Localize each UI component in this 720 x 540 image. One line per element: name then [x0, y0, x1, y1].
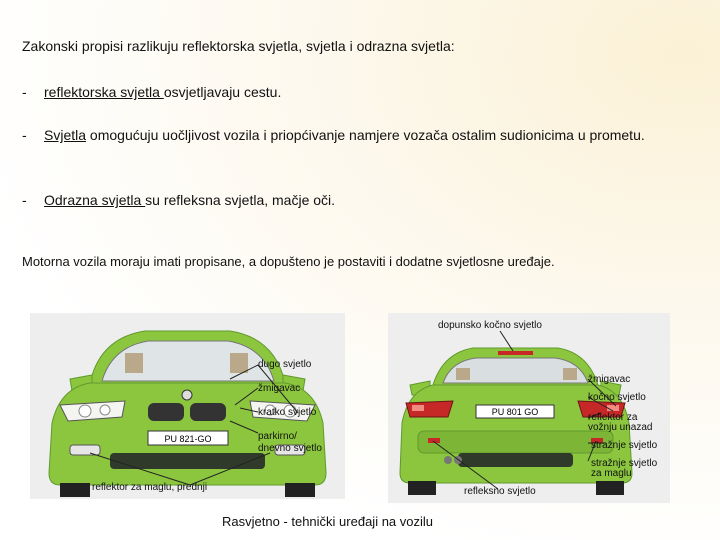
- term-reflektorska: reflektorska svjetla: [44, 84, 164, 100]
- label-zmigavac-rear: žmigavac: [588, 374, 631, 385]
- label-dugo-svjetlo: dugo svjetlo: [258, 359, 312, 370]
- label-straznje-magla-1: stražnje svjetlo: [591, 458, 658, 469]
- label-reflektor-magla: reflektor za maglu, prednji: [92, 482, 208, 493]
- front-car-figure: [30, 313, 345, 499]
- front-plate-text: PU 821-GO: [164, 434, 212, 444]
- bullet-dash: -: [22, 84, 27, 100]
- figure-caption: Rasvjetno - tehnički uređaji na vozilu: [222, 514, 433, 529]
- label-kratko-svjetlo: kratko svjetlo: [258, 407, 317, 418]
- bullet-text: omogućuju uočljivost vozila i priopćivanje namjere vozača ostalim sudionicima u prometu.: [86, 127, 645, 143]
- label-parkirno: parkirno/: [258, 431, 297, 442]
- label-zmigavac-front: žmigavac: [258, 383, 301, 394]
- label-straznje-magla-2: za maglu: [591, 468, 632, 479]
- bullet-odrazna: [22, 190, 702, 211]
- bullet-dash: -: [22, 127, 27, 143]
- term-svjetla: Svjetla: [44, 127, 87, 143]
- intro-text: Zakonski propisi razlikuju reflektorska svjetla, svjetla i odrazna svjetla:: [22, 38, 455, 54]
- label-dnevno-svjetlo: dnevno svjetlo: [258, 443, 322, 454]
- bullet-svjetla: [22, 125, 702, 146]
- bullet-text: su refleksna svjetla, mačje oči.: [145, 192, 336, 208]
- label-kocno-svjetlo: kočno svjetlo: [588, 392, 646, 403]
- rear-plate-text: PU 801 GO: [491, 407, 539, 417]
- bullet-reflektorska: [22, 82, 702, 103]
- label-refleksno-svjetlo: refleksno svjetlo: [464, 486, 536, 497]
- label-reflektor-unazad-2: vožnju unazad: [588, 422, 653, 433]
- front-car-drawing: [30, 313, 345, 499]
- bullet-text: osvjetljavaju cestu.: [163, 84, 282, 100]
- bullet-dash: -: [22, 192, 27, 208]
- motor-vehicles-text: Motorna vozila moraju imati propisane, a dopušteno je postaviti i dodatne svjetlosne uređaje.: [22, 254, 555, 269]
- term-odrazna: Odrazna svjetla: [44, 192, 146, 208]
- label-straznje-svjetlo: stražnje svjetlo: [591, 440, 658, 451]
- rear-car-figure: [388, 313, 670, 503]
- label-reflektor-unazad-1: reflektor za: [588, 412, 638, 423]
- label-dopunsko-kocno: dopunsko kočno svjetlo: [438, 320, 542, 331]
